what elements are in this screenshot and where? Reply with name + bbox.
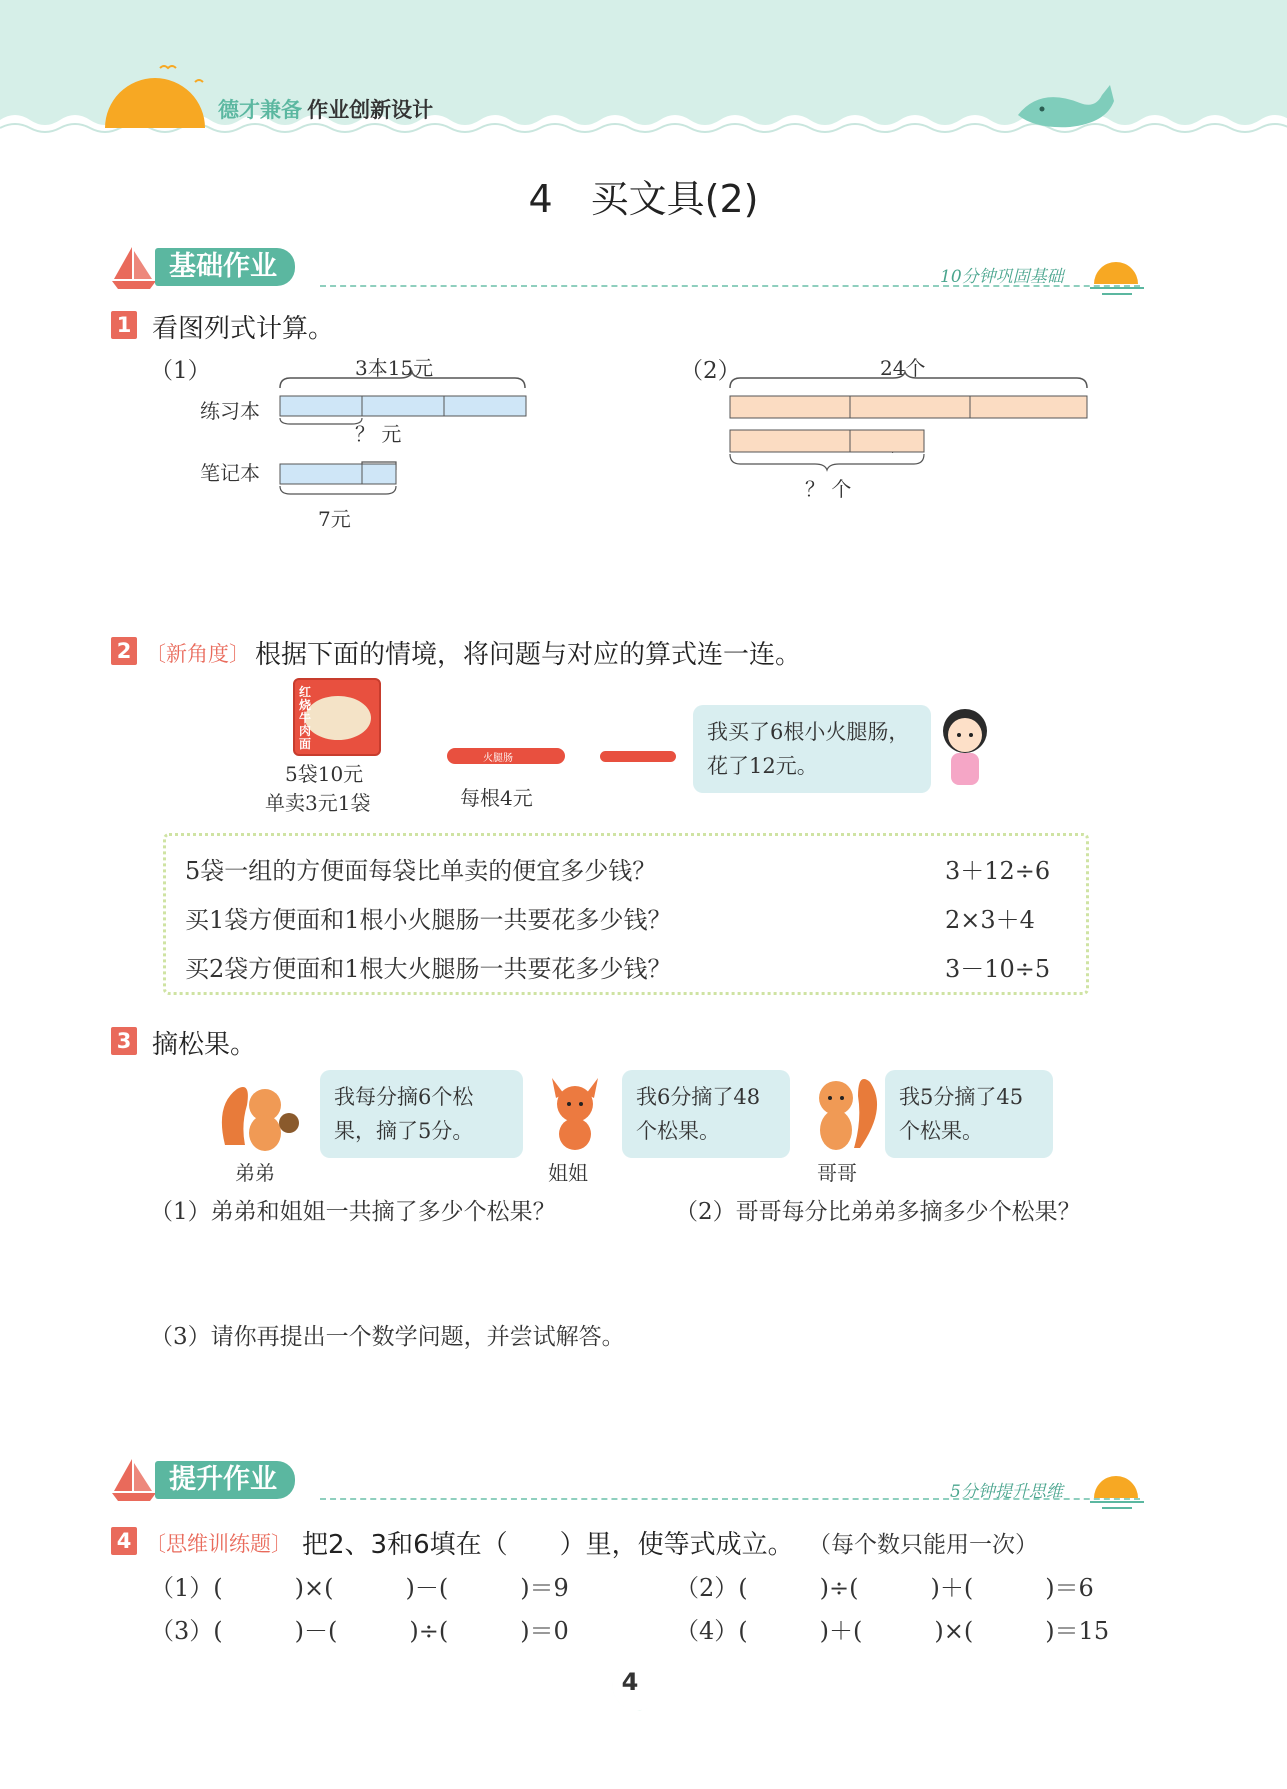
noodle-package-image [293, 678, 381, 756]
section-advanced-label: 提升作业 [155, 1461, 295, 1499]
character-name: 哥哥 [817, 1161, 857, 1185]
matching-formula: 3＋12÷6 [945, 857, 1051, 885]
sun-icon [1090, 1466, 1146, 1512]
question-number: 1 [111, 311, 137, 339]
sub-question: （1）弟弟和姐姐一共摘了多少个松果？ [150, 1199, 556, 1225]
small-sausage-image [600, 751, 676, 762]
brand [218, 94, 433, 124]
segment-diagram-2 [725, 370, 1095, 475]
character-name: 弟弟 [235, 1161, 275, 1185]
diagram-row-label: 笔记本 [200, 461, 260, 485]
speech-bubble: 我6分摘了48个松果。 [622, 1070, 790, 1158]
brand-dark: 作业创新设计 [307, 98, 434, 122]
question-tag: 〔新角度〕 [145, 642, 250, 666]
sub-question: （2）哥哥每分比弟弟多摘多少个松果？ [675, 1199, 1081, 1225]
girl-icon [925, 705, 1005, 795]
equation: （4）( )＋( )×( )＝15 [675, 1617, 1110, 1645]
squirrel-icon [800, 1068, 890, 1158]
noodle-single-price: 单卖3元1袋 [265, 791, 371, 815]
speech-bubble: 我每分摘6个松果，摘了5分。 [320, 1070, 523, 1158]
character-name: 姐姐 [548, 1161, 588, 1185]
sailboat-icon [110, 245, 160, 291]
question-number: 4 [111, 1527, 137, 1555]
question-text: 把2、3和6填在（ ）里，使等式成立。 [302, 1530, 794, 1560]
noodle-package-label: 红烧牛肉面 [299, 685, 312, 751]
part-label: （2） [680, 358, 741, 384]
equation: （1）( )×( )－( )＝9 [150, 1574, 569, 1602]
matching-question: 买1袋方便面和1根小火腿肠一共要花多少钱？ [185, 906, 672, 934]
matching-question: 5袋一组的方便面每袋比单卖的便宜多少钱？ [185, 857, 657, 885]
squirrel-icon [215, 1075, 305, 1155]
section-advanced-time: 5分钟提升思维 [950, 1482, 1063, 1502]
sausage-price: 每根4元 [460, 786, 533, 810]
page-title: 4 买文具(2) [528, 177, 759, 221]
speech-bubble: 我买了6根小火腿肠，花了12元。 [693, 705, 931, 793]
diagram-label-total: 24个 [880, 356, 926, 380]
page-number: 4 [621, 1668, 639, 1696]
brand-green: 德才兼备 [218, 98, 302, 122]
equation: （2）( )÷( )＋( )＝6 [675, 1574, 1094, 1602]
matching-question: 买2袋方便面和1根大火腿肠一共要花多少钱？ [185, 955, 672, 983]
question-note: （每个数只能用一次） [808, 1532, 1038, 1558]
speech-bubble: 我5分摘了45个松果。 [885, 1070, 1053, 1158]
diagram-label-bottom: ？ 个 [805, 477, 852, 501]
equation: （3）( )－( )÷( )＝0 [150, 1617, 569, 1645]
question-text: 根据下面的情境，将问题与对应的算式连一连。 [255, 640, 802, 670]
part-label: （1） [150, 358, 211, 384]
segment-diagram-1 [270, 370, 540, 500]
sun-icon [1090, 252, 1146, 298]
fox-icon [540, 1072, 620, 1154]
sun-icon [100, 60, 210, 130]
large-sausage-image [447, 748, 565, 764]
question-number: 2 [111, 637, 137, 665]
whale-icon [1010, 75, 1120, 135]
diagram-row-label: 练习本 [200, 399, 260, 423]
question-number: 3 [111, 1027, 137, 1055]
noodle-price: 5袋10元 [285, 762, 364, 786]
matching-formula: 2×3＋4 [945, 906, 1035, 934]
sub-question: （3）请你再提出一个数学问题，并尝试解答。 [150, 1324, 625, 1350]
matching-formula: 3－10÷5 [945, 955, 1051, 983]
question-text: 摘松果。 [152, 1030, 257, 1060]
sailboat-icon [110, 1457, 160, 1503]
section-basic-time: 10分钟巩固基础 [940, 267, 1064, 287]
diagram-label-total: 3本15元 [355, 356, 434, 380]
diagram-label-unknown: ？ 元 [355, 422, 402, 446]
section-basic-label: 基础作业 [155, 248, 295, 286]
diagram-label-bottom: 7元 [318, 507, 351, 531]
question-tag: 〔思维训练题〕 [145, 1532, 292, 1556]
sausage-package-label: 火腿肠 [483, 753, 513, 764]
question-text: 看图列式计算。 [152, 314, 335, 344]
